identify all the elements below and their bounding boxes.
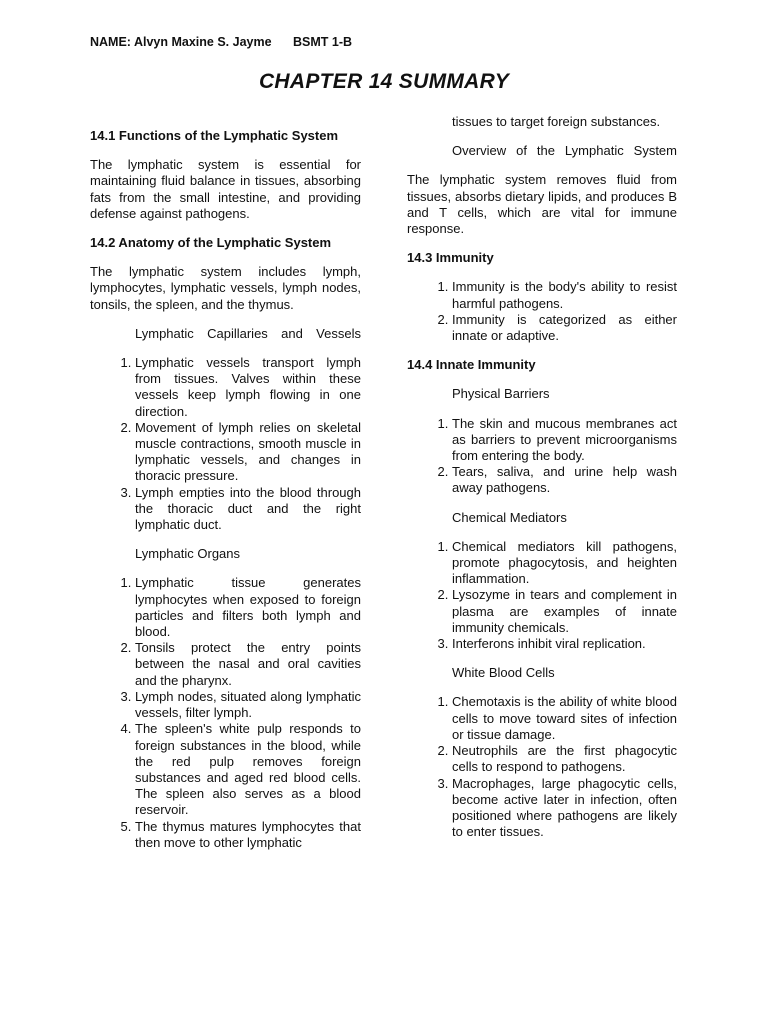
paragraph: The lymphatic system includes lymph, lymphocytes, lymphatic vessels, lymph nodes, tonsils, the spleen, and the thymus. xyxy=(90,264,361,312)
subheading: Lymphatic Organs xyxy=(135,546,241,562)
list-item: 2. Movement of lymph relies on skeletal muscle contractions, smooth muscle in lymphatic vessels, and changes in thoracic pressure. xyxy=(135,420,361,485)
list-item: 3. Macrophages, large phagocytic cells, become active later in infection, often positioned where pathogens are likely to enter tissues. xyxy=(452,776,677,841)
subheading: Lymphatic Capillaries and Vessels xyxy=(135,325,361,341)
list-item: 2. Tears, saliva, and urine help wash away pathogens. xyxy=(452,464,677,496)
list-item: 1. Chemical mediators kill pathogens, promote phagocytosis, and heighten inflammation. xyxy=(452,539,677,588)
student-name: NAME: Alvyn Maxine S. Jayme xyxy=(90,35,272,49)
section-heading-14-3: 14.3 Immunity xyxy=(407,250,494,266)
list-item: 3. Lymph empties into the blood through the thoracic duct and the right lymphatic duct. xyxy=(135,485,361,534)
numbered-list xyxy=(407,694,677,840)
list-item: 3. Lymph nodes, situated along lymphatic vessels, filter lymph. xyxy=(135,689,361,721)
list-item: 1. The skin and mucous membranes act as barriers to prevent microorganisms from entering the body. xyxy=(452,416,677,465)
paragraph: The lymphatic system removes fluid from tissues, absorbs dietary lipids, and produces B and T cells, which are vital for immune response. xyxy=(407,172,677,237)
list-item: 2. Lysozyme in tears and complement in plasma are examples of innate immunity chemicals. xyxy=(452,587,677,636)
list-item: 1. Immunity is the body's ability to resist harmful pathogens. xyxy=(452,279,677,311)
subheading: Physical Barriers xyxy=(452,386,550,402)
student-section: BSMT 1-B xyxy=(293,35,353,49)
list-item: 4. The spleen's white pulp responds to foreign substances in the blood, while the red pulp removes foreign substances and aged red blood cells. The spleen also serves as a blood reservoir. xyxy=(135,721,361,818)
list-item: 1. Lymphatic tissue generates lymphocytes when exposed to foreign particles and filters both lymph and blood. xyxy=(135,575,361,640)
list-item: 2. Neutrophils are the first phagocytic cells to respond to pathogens. xyxy=(452,743,677,775)
list-item: 3. Interferons inhibit viral replication. xyxy=(452,636,677,652)
numbered-list xyxy=(407,416,677,497)
document-header xyxy=(90,35,352,49)
numbered-list xyxy=(407,539,677,652)
numbered-list xyxy=(407,279,677,344)
section-heading-14-4: 14.4 Innate Immunity xyxy=(407,357,536,373)
continued-text: tissues to target foreign substances. xyxy=(452,114,661,129)
subheading: Overview of the Lymphatic System xyxy=(452,143,677,159)
paragraph: The lymphatic system is essential for maintaining fluid balance in tissues, absorbing fats from the small intestine, and providing defense against pathogens. xyxy=(90,157,361,221)
right-column xyxy=(407,114,677,853)
page-title: CHAPTER 14 SUMMARY xyxy=(258,70,510,93)
subheading: White Blood Cells xyxy=(452,665,555,681)
numbered-list xyxy=(90,355,361,533)
left-column xyxy=(90,128,361,864)
section-heading-14-1: 14.1 Functions of the Lymphatic System xyxy=(90,128,339,143)
section-heading-14-2: 14.2 Anatomy of the Lymphatic System xyxy=(90,235,332,251)
list-item: 5. The thymus matures lymphocytes that then move to other lymphatic xyxy=(135,819,361,851)
numbered-list xyxy=(90,575,361,850)
subheading: Chemical Mediators xyxy=(452,509,567,525)
list-item: 1. Lymphatic vessels transport lymph from tissues. Valves within these vessels keep lymph flowing in one direction. xyxy=(135,355,361,420)
list-item: 1. Chemotaxis is the ability of white blood cells to move toward sites of infection or tissue damage. xyxy=(452,694,677,743)
list-item: 2. Tonsils protect the entry points between the nasal and oral cavities and the pharynx. xyxy=(135,640,361,689)
list-item: 2. Immunity is categorized as either innate or adaptive. xyxy=(452,312,677,344)
